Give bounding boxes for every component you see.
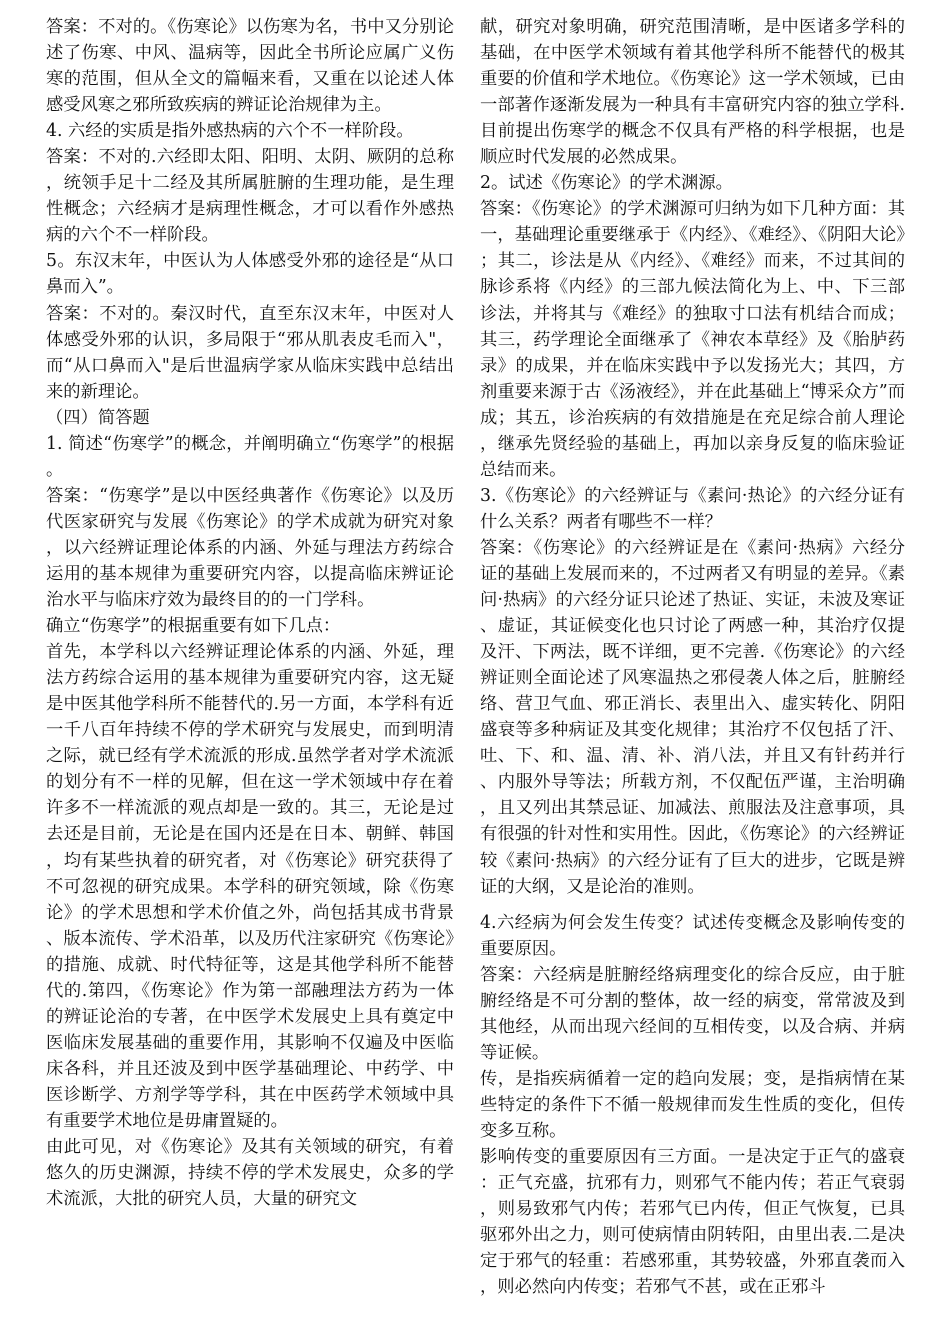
paragraph: 答案：不对的。秦汉时代，直至东汉末年，中医对人体感受外邪的认识，多局限于“邪从肌表皮毛而入"，而“从口鼻而入"是后世温病学家从临床实践中总结出来的新理论。 <box>46 303 454 402</box>
paragraph: 由此可见，对《伤寒论》及其有关领域的研究，有着悠久的历史渊源，持续不停的学术发展史，众多的学术流派，大批的研究人员，大量的研究文 <box>46 1137 454 1210</box>
question: 2。试述《伤寒论》的学术渊源。 <box>480 173 733 194</box>
paragraph: 答案：不对的.六经即太阳、阳明、太阴、厥阴的总称，统领手足十二经及其所属脏腑的生理功能，是生理性概念；六经病才是病理性概念，才可以看作外感热病的六个不一样阶段。 <box>46 147 454 246</box>
question: 1. 简述“伤寒学”的概念，并阐明确立“伤寒学”的根据。 <box>46 433 454 480</box>
paragraph: 5。东汉末年，中医认为人体感受外邪的途径是“从口鼻而入”。 <box>46 251 454 298</box>
paragraph: 答案：六经病是脏腑经络病理变化的综合反应，由于脏腑经络是不可分割的整体，故一经的病变，常常波及到其他经，从而出现六经间的互相传变，以及合病、并病等证候。 <box>480 964 905 1063</box>
right-column <box>480 14 905 1300</box>
paragraph: 答案：《伤寒论》的六经辨证是在《素问·热病》六经分证的基础上发展而来的，不过两者又有明显的差异。《素问·热病》的六经分证只论述了热证、实证，未波及寒证、虚证，其证候变化也只讨论了两感一种，其治疗仅提及汗、下两法，既不详细，更不完善.《伤寒论》的六经辨证则全面论述了风寒温热之邪侵袭人体之后，脏腑经络、营卫气血、邪正消长、表里出入、虚实转化、阴阳盛衰等多种病证及其变化规律；其治疗不仅包括了汗、吐、下、和、温、清、补、消八法，并且又有针药并行、内服外导等法；所载方剂，不仅配伍严谨，主治明确，且又列出其禁忌证、加减法、煎服法及注意事项，具有很强的针对性和实用性。因此，《伤寒论》的六经辨证较《素问·热病》的六经分证有了巨大的进步，它既是辨证的大纲，又是论治的准则。 <box>480 537 905 897</box>
paragraph: 4. 六经的实质是指外感热病的六个不一样阶段。 <box>46 121 414 142</box>
paragraph: 献，研究对象明确，研究范围清晰，是中医诸多学科的基础，在中医学术领域有着其他学科所不能替代的极其重要的价值和学术地位。《伤寒论》这一学术领域，已由一部著作逐渐发展为一种具有丰富研究内容的独立学科.目前提出伤寒学的概念不仅具有严格的科学根据，也是顺应时代发展的必然成果。 <box>480 17 905 168</box>
paragraph: 答案：“伤寒学”是以中医经典著作《伤寒论》以及历代医家研究与发展《伤寒论》的学术成就为研究对象，以六经辨证理论体系的内涵、外延与理法方药综合运用的基本规律为重要研究内容，以提高临床辨证论治水平与临床疗效为最终目的的一门学科。 <box>46 485 454 611</box>
paragraph: 确立“伤寒学”的根据重要有如下几点： <box>46 616 341 637</box>
paragraph: 首先，本学科以六经辨证理论体系的内涵、外延，理法方药综合运用的基本规律为重要研究内容，这无疑是中医其他学科所不能替代的.另一方面，本学科有近一千八百年持续不停的学术研究与发展史，而到明清之际，就已经有学术流派的形成.虽然学者对学术流派的划分有不一样的见解，但在这一学术领域中存在着许多不一样流派的观点却是一致的。其三，无论是过去还是目前，无论是在国内还是在日本、朝鲜、韩国，均有某些执着的研究者，对《伤寒论》研究获得了不可忽视的研究成果。本学科的研究领域，除《伤寒论》的学术思想和学术价值之外，尚包括其成书背景、版本流传、学术沿革，以及历代注家研究《伤寒论》的措施、成就、时代特征等，这是其他学科所不能替代的.第四，《伤寒论》作为第一部融理法方药为一体的辨证论治的专著，在中医学术发展史上具有奠定中医临床发展基础的重要作用，其影响不仅遍及中医临床各科，并且还波及到中医学基础理论、中药学、中医诊断学、方剂学等学科，其在中医药学术领域中具有重要学术地位是毋庸置疑的。 <box>46 642 454 1131</box>
paragraph: 传，是指疾病循着一定的趋向发展；变，是指病情在某些特定的条件下不循一般规律而发生性质的变化，但传变多互称。 <box>480 1068 905 1141</box>
left-column <box>46 14 454 1212</box>
paragraph: 答案：不对的。《伤寒论》以伤寒为名，书中又分别论述了伤寒、中风、温病等，因此全书所论应属广义伤寒的范围，但从全文的篇幅来看，又重在以论述人体感受风寒之邪所致疾病的辨证论治规律为主。 <box>46 17 454 116</box>
paragraph: 影响传变的重要原因有三方面。一是决定于正气的盛衰：正气充盛，抗邪有力，则邪气不能内传；若正气衰弱，则易致邪气内传；若邪气已内传，但正气恢复，已具驱邪外出之力，则可使病情由阴转阳，由里出表.二是决定于邪气的轻重：若感邪重，其势较盛，外邪直袭而入，则必然向内传变；若邪气不甚，或在正邪斗 <box>480 1147 905 1298</box>
section-heading: （四）简答题 <box>46 407 150 428</box>
question: 3.《伤寒论》的六经辨证与《素问·热论》的六经分证有什么关系？两者有哪些不一样？ <box>480 485 905 532</box>
paragraph: 答案：《伤寒论》的学术渊源可归纳为如下几种方面：其一，基础理论重要继承于《内经》、《难经》、《阴阳大论》；其二，诊法是从《内经》、《难经》而来，不过其间的脉诊系将《内经》的三部九候法简化为上、中、下三部诊法，并将其与《难经》的独取寸口法有机结合而成；其三，药学理论全面继承了《神农本草经》及《胎胪药录》的成果，并在临床实践中予以发扬光大；其四，方剂重要来源于古《汤液经》，并在此基础上“博采众方”而成；其五，诊治疾病的有效措施是在充足综合前人理论，继承先贤经验的基础上，再加以亲身反复的临床验证总结而来。 <box>480 199 905 480</box>
question: 4.六经病为何会发生传变？试述传变概念及影响传变的重要原因。 <box>480 912 905 959</box>
